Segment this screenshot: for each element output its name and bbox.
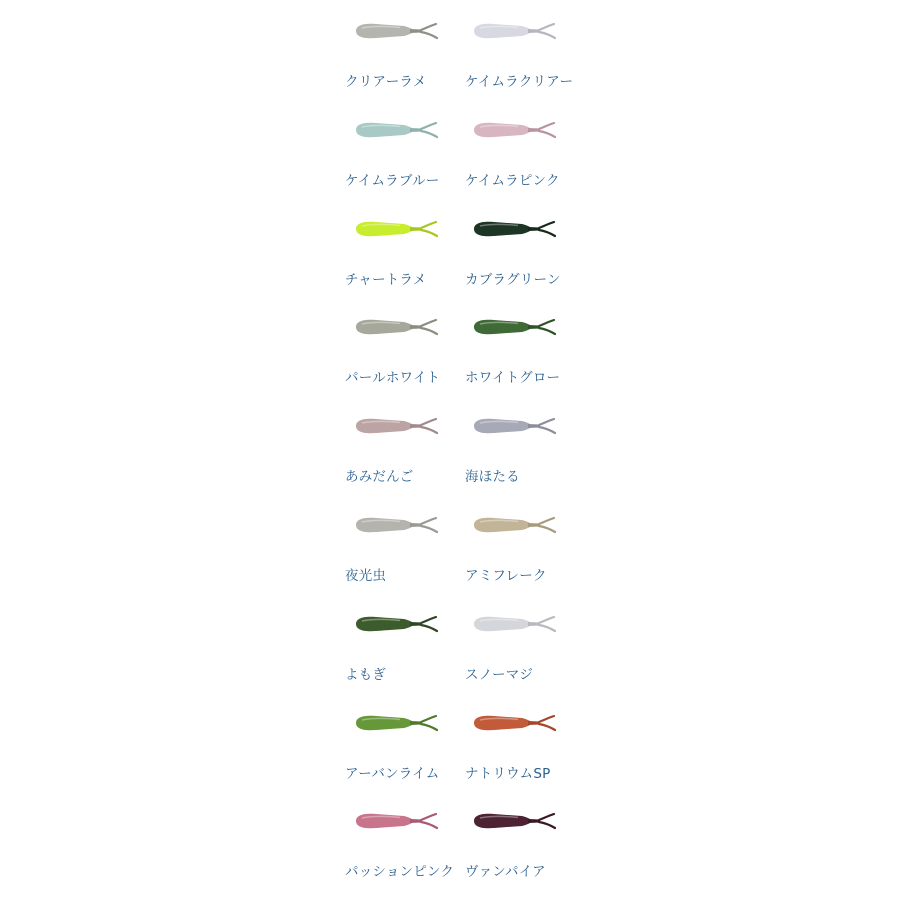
color-swatch <box>340 494 547 593</box>
color-name-label: 夜光虫 <box>345 568 387 584</box>
color-swatch <box>340 296 561 395</box>
color-name-label: ケイムラブルー <box>345 172 440 189</box>
color-name-label: アミフレーク <box>465 568 547 584</box>
color-swatch <box>340 692 551 791</box>
lure-image <box>470 312 560 342</box>
color-name-label: アーバンライム <box>345 765 440 782</box>
color-name-label: ケイムラクリアー <box>465 74 574 90</box>
color-name-label: パールホワイト <box>345 370 441 387</box>
color-name-label: チャートラメ <box>345 271 427 288</box>
color-name-label: ケイムラピンク <box>465 172 560 189</box>
lure-image <box>470 411 560 441</box>
lure-image <box>470 510 560 540</box>
color-name-label: ホワイトグロー <box>465 370 561 387</box>
color-swatch <box>340 790 546 889</box>
lure-image <box>470 806 560 836</box>
color-swatch <box>340 99 560 198</box>
color-swatch-grid <box>340 0 580 900</box>
color-name-label: スノーマジ <box>465 666 534 683</box>
color-swatch <box>340 0 574 99</box>
color-name-label: パッションピンク <box>345 864 455 881</box>
color-name-label: ヴァンパイア <box>465 864 546 881</box>
lure-image <box>470 214 560 244</box>
color-name-label: カブラグリーン <box>465 271 561 288</box>
lure-image <box>470 115 560 145</box>
lure-image <box>470 708 560 738</box>
color-name-label: あみだんご <box>345 469 414 486</box>
color-swatch <box>340 593 534 692</box>
lure-image <box>470 16 560 46</box>
color-swatch <box>340 395 520 494</box>
color-name-label: クリアーラメ <box>345 74 427 90</box>
color-name-label: ナトリウムSP <box>465 765 551 782</box>
color-name-label: 海ほたる <box>465 469 520 486</box>
color-swatch <box>340 198 561 297</box>
color-name-label: よもぎ <box>345 666 387 683</box>
lure-image <box>470 609 560 639</box>
